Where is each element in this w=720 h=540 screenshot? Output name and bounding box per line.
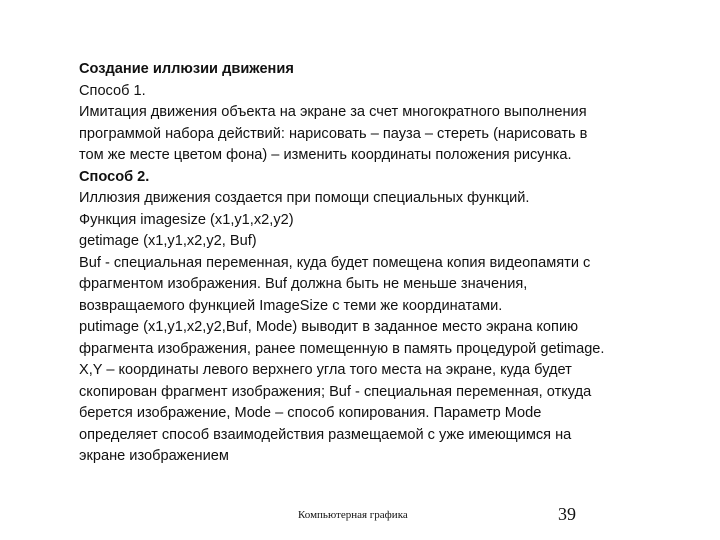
- method-1-line: Имитация движения объекта на экране за счет многократного выполнения: [79, 104, 587, 120]
- method-2-line: Функция imagesize (x1,y1,x2,y2): [79, 211, 294, 228]
- slide-body: [79, 59, 689, 468]
- method-1-heading: Способ 1.: [79, 82, 146, 99]
- method-2-line: определяет способ взаимодействия размещаемой с уже имеющимся на: [79, 426, 572, 443]
- method-2-line: getimage (x1,y1,x2,y2, Buf): [79, 233, 257, 249]
- method-2-line: берется изображение, Mode – способ копирования. Параметр Mode: [79, 405, 542, 421]
- method-2-line: фрагментом изображения. Buf должна быть не меньше значения,: [79, 276, 528, 292]
- page-number: 39: [558, 504, 576, 524]
- method-2-line: X,Y – координаты левого верхнего угла того места на экране, куда будет: [79, 362, 572, 378]
- footer-label: Компьютерная графика: [298, 509, 408, 521]
- method-2-heading: Способ 2.: [79, 168, 150, 185]
- method-1-line: программой набора действий: нарисовать – пауза – стереть (нарисовать в: [79, 125, 588, 142]
- method-2-line: возвращаемого функцией ImageSize с теми же координатами.: [79, 297, 503, 314]
- method-2-line: putimage (x1,y1,x2,y2,Buf, Mode) выводит в заданное место экрана копию: [79, 319, 579, 335]
- method-2-line: Buf - специальная переменная, куда будет помещена копия видеопамяти с: [79, 254, 591, 271]
- method-2-line: фрагмента изображения, ранее помещенную в память процедурой getimage.: [79, 340, 605, 357]
- method-2-line: скопирован фрагмент изображения; Buf - специальная переменная, откуда: [79, 383, 592, 400]
- method-2-line: Иллюзия движения создается при помощи специальных функций.: [79, 190, 530, 206]
- method-2-line: экране изображением: [79, 448, 229, 464]
- method-1-line: том же месте цветом фона) – изменить координаты положения рисунка.: [79, 147, 572, 163]
- slide-title: Создание иллюзии движения: [79, 61, 294, 77]
